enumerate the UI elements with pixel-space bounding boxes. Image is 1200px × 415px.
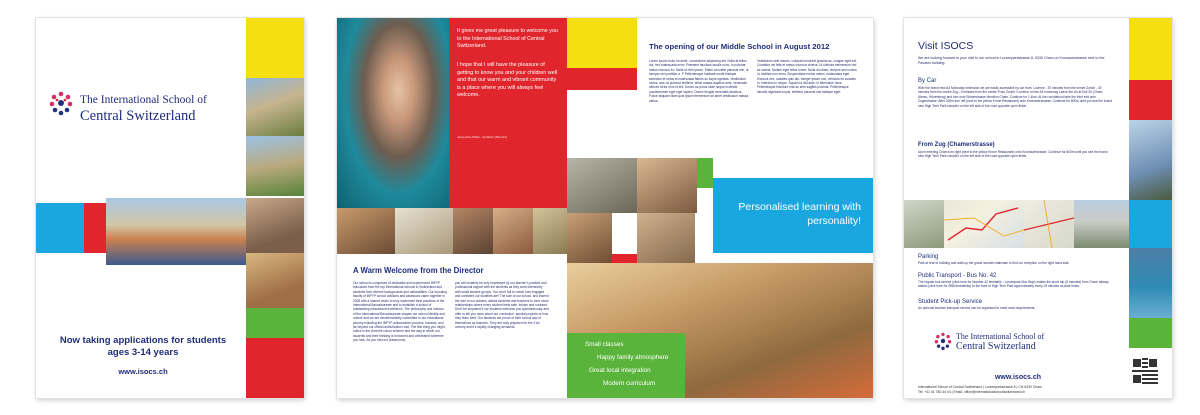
red-block	[84, 203, 106, 253]
visit-website[interactable]: www.isocs.ch	[994, 374, 1042, 381]
yellow-block	[567, 18, 637, 68]
whiteboard-photo	[395, 208, 453, 254]
student-photo	[453, 208, 493, 254]
red-block	[1129, 80, 1172, 120]
qr-code	[1132, 358, 1158, 384]
transport-text: The regular bus service (click here for Number 42 timetable - Lorzenpark Bus Stop) makes the short trip (6 minutes) from Cham railway station (click here for SBB timetables) to the front of High Tech Park approximately every 15 minutes at peak times.	[918, 280, 1109, 289]
child-portrait-photo	[567, 213, 612, 263]
swimming-pool-photo	[1129, 248, 1172, 318]
map-photo	[904, 200, 944, 248]
features-panel	[567, 333, 685, 398]
visit-page	[904, 18, 1172, 398]
pickup-title: Student Pick-up Service	[918, 299, 983, 305]
by-car-text: With the brand new A4 Motorway extension we are easily accessible by car from: Lucerne - 20 minutes from the centre Zurich - 30 minutes from the centre Zug - 5 minutes from the centre From Zurich / Lucerne on the A4 motorway Leave the A4 at Exit 33 (Cham, Alerau, Hünenberg) and turn onto Sinserstrasse direction Cham. Continue for 1.4km. At the roundabout take the third exit onto Zugerstrasse. After 200m turn left (next to the yellow Krone Restaurant) onto Knonauerstrasse. Continue for 800m until you see the brand new High Tech Park complex on the left side of the road opposite open fields.	[918, 86, 1113, 108]
green-block	[246, 308, 304, 338]
street-map	[1024, 200, 1074, 248]
family-group-photo	[106, 198, 246, 265]
middle-school-col2: Vestibulum velit mauris, volutpat hendrerit gravida ac, congue eget est. Curabitur vel felis et metus rhoncus viverra. Ut ultricies elementum nisl ac lacinia. Nullam eget tellus lorem. Nulla dui diam, tempus sed cursus id, facilisis non enim. Suspendisse metus metus, malesuada eget rhoncus nec, sodales quis dui. Integer ipsum orci, vehicula eu sodales in, interdum in neque. Squam id nisl ante, in bibendum risus. Pellentesque tincidunt erat ac sem sagittis pulvinar. Pellentesque lobortis dignissim turpis, eleifend placerat nisl tristique eget.	[757, 59, 857, 94]
welcome-signature: Jacqueline Wilde - Architect (Director)	[457, 135, 508, 139]
director-portrait	[337, 18, 449, 208]
blue-block	[1129, 200, 1172, 248]
welcome-col1: Our school is comprised of dedicated and experienced IBPYP educators from the top International schools in Switzerland and students from diverse backgrounds and nationalities. Our founding faculty of IBPYP school advisors and assessors came together in 2008 with a shared vision to truly implement best practices of the International Baccalaureate and to establish a school of outstanding educational excellence. The philosophy and mission of the International Baccalaureate shapes our school identity and culture and we are wholeheartedly committed to our educational journey following the IBPYP authorization process, towards, and far beyond our official authorization visit. The first thing you might notice is the cheerful colour scheme and the way in which our students and their thinking is honoured and celebrated wherever you look. As you visit our classrooms,	[353, 281, 447, 343]
school-crest-icon	[46, 88, 76, 118]
art-photo	[533, 208, 567, 254]
middle-school-heading: The opening of our Middle School in August 2012	[649, 42, 830, 51]
cover-website[interactable]: www.isocs.ch	[118, 367, 168, 376]
welcome-quote-panel	[449, 18, 567, 208]
personalised-panel	[713, 178, 873, 253]
cover-cta: Now taking applications for students ages 3-14 years	[59, 335, 227, 358]
student-photo	[246, 78, 304, 136]
from-zug-text: Upon entering Cham turn right (next to the yellow Krone Restaurant) onto Knonauerstrasse. Continue for 800m until you see the brand new High Tech Park complex on the left side of the road opposite open fields.	[918, 150, 1108, 159]
welcome-col2: you will certainly be very impressed by our teacher's positive and professional rapport with the students as they work intensively with small student groups. You won't fail to notice how engaged and confident our students are! The size of our school, and indeed the size of our classes, allows students and teachers to form close relationships where every student feels safe, known and nurtured. Don't be surprised if our students welcome you spontaneously and offer to tell you more about our curriculum, special projects or how they learn best. Our students are proud of their school and of themselves as learners. They are truly prepared for the 21st century and it's rapidly changing demands.	[455, 281, 549, 330]
yellow-block	[1129, 18, 1172, 80]
feature-1: Small classes	[585, 341, 624, 348]
footer-address: International School of Central Switzerland | Lorzenparkstrasse 8 | CH-6330 Cham	[918, 385, 1042, 389]
inner-spread	[337, 18, 873, 398]
school-crest-icon	[932, 330, 954, 352]
marker-icon	[1024, 200, 1074, 248]
red-block-bottom	[246, 338, 304, 398]
classroom-photo	[246, 253, 304, 308]
transport-title: Public Transport - Bus No. 42	[918, 273, 997, 279]
reading-photo	[493, 208, 533, 254]
school-name-line1: The International School of	[80, 94, 207, 106]
visit-heading: Visit ISOCS	[918, 40, 974, 52]
footer-school-name-line1: The International School of	[956, 332, 1045, 341]
feature-2: Happy family atmosphere	[597, 354, 669, 361]
by-car-title: By Car	[918, 78, 937, 84]
green-block	[1129, 318, 1172, 348]
student-photo	[1129, 120, 1172, 200]
footer-contact: Tel: +41 41 780 44 44 | Email: office@internationalschoolswitzerland.ch	[918, 390, 1026, 394]
welcome-quote-p1: It gives me great pleasure to welcome you to the International School of Central Switzerland.	[457, 28, 558, 50]
parking-text: Park at rear of building and walk up the grand wooden staircase to find our reception on the right hand side.	[918, 261, 1070, 265]
children-photo	[246, 198, 304, 253]
yellow-block	[246, 18, 304, 78]
route-icon	[944, 200, 1024, 248]
green-block	[697, 158, 713, 188]
building-photo	[1074, 200, 1129, 248]
route-map	[944, 200, 1024, 248]
personalised-text: Personalised learning with personality!	[738, 201, 861, 227]
feature-3: Great local integration	[589, 367, 651, 374]
pickup-text: An optional bus/taxi transport service can be organised to meet most requirements.	[918, 306, 1036, 310]
blue-block	[36, 203, 84, 253]
play-photo	[567, 158, 637, 213]
student-work-photo	[637, 158, 697, 213]
playground-photo	[246, 136, 304, 196]
welcome-quote-p2: I hope that I will have the pleasure of getting to know you and your children well and that our warm and vibrant community is a place where you will always feel welcome.	[457, 62, 558, 99]
classroom-photo	[337, 208, 395, 254]
feature-4: Modern curriculum	[603, 380, 656, 387]
visit-intro: We are looking forward to your visit to our school in Lorzenparkstrasse 8, 6330 Cham on Knonauerstrasse next to the Pavatex building.	[918, 56, 1105, 65]
parking-title: Parking	[918, 254, 939, 260]
from-zug-title: From Zug (Chamerstrasse)	[918, 142, 995, 148]
footer-school-name-line2: Central Switzerland	[956, 341, 1036, 352]
welcome-heading: A Warm Welcome from the Director	[353, 266, 484, 275]
middle-school-col1: Lorem ipsum dolor sit amet, consectetur adipiscing elit. Nulla at tellus dui, nec malesuada enim. Praesent faucibus iaculis nunc, in pulvinar metus rhoncus eu. Nulla id nibh ipsum. Etiam convallis placerat nisl, ut semper orci porttitor a. P Pellentesque habitant morbi tristique senectus et netus et malesuada fames ac turpis egestas. Vestibulum luctus, arcu at pulvinar eleifend, tellus massa dapibus ante, venenatis ultrices tortor eros id erit. Donec ac purus vitae neque molestie condimentum eget eget sapien. Donec feugiat venenatis faucibus. Fusce aliquam diam quis ipsum fermentum sit amet vestibulum massa varius.	[649, 59, 749, 103]
school-name-line2: Central Switzerland	[80, 108, 196, 124]
cover-page	[36, 18, 304, 398]
red-block	[567, 68, 637, 90]
